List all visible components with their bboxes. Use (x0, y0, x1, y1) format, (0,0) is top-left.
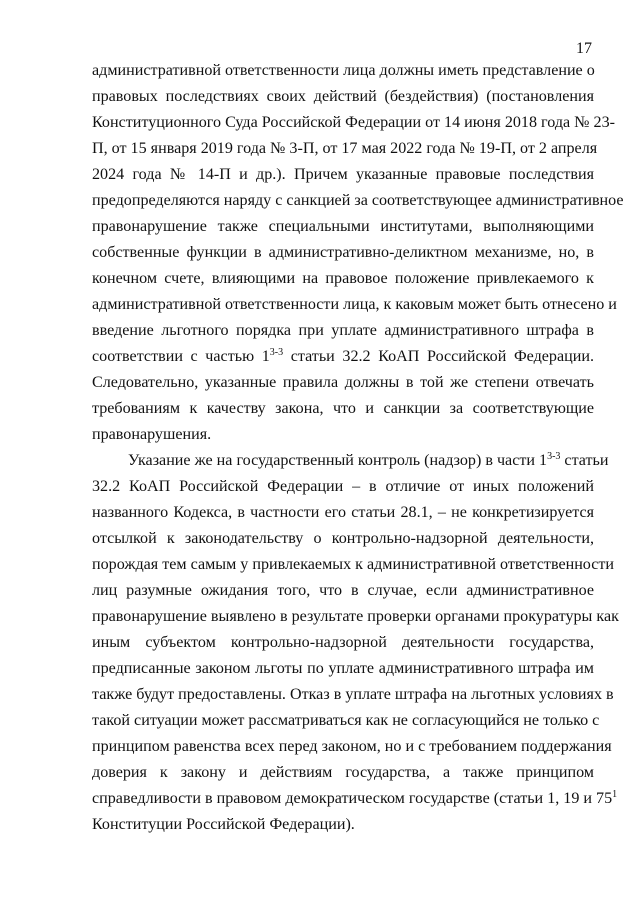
text-line: лиц разумные ожидания того, что в случае, если административное (92, 582, 594, 599)
text-line: Следовательно, указанные правила должны в той же степени отвечать (92, 374, 594, 391)
text-line: Конституционного Суда Российской Федерации от 14 июня 2018 года № 23- (92, 114, 616, 131)
paragraph-2 (92, 448, 619, 838)
text-line (92, 344, 594, 370)
text-line: также будут предоставлены. Отказ в уплате штрафа на льготных условиях в (92, 686, 614, 703)
text-line: предписанные законом льготы по уплате административного штрафа им (92, 660, 594, 677)
text-line: введение льготного порядка при уплате административного штрафа в (92, 322, 594, 339)
text-segment: статьи 32.2 КоАП Российской Федерации. (283, 348, 594, 365)
superscript: 3-3 (269, 347, 284, 358)
text-line: административной ответственности лица должны иметь представление о (92, 62, 595, 79)
text-line: 32.2 КоАП Российской Федерации – в отличие от иных положений (92, 478, 594, 495)
text-line: отсылкой к законодательству о контрольно-надзорной деятельности, (92, 530, 594, 547)
text-line: названного Кодекса, в частности его статьи 28.1, – не конкретизируется (92, 504, 594, 521)
text-line: Конституции Российской Федерации). (92, 816, 355, 833)
text-line: предопределяются наряду с санкцией за соответствующее административное (92, 192, 624, 209)
text-line: 2024 года № 14-П и др.). Причем указанные правовые последствия (92, 166, 594, 183)
text-line (92, 786, 618, 812)
text-line (92, 448, 609, 474)
superscript: 1 (612, 789, 618, 800)
page-number: 17 (576, 40, 592, 57)
text-line: собственные функции в административно-деликтном механизме, но, в (92, 244, 594, 261)
text-line: правонарушения. (92, 426, 212, 443)
text-segment: соответствии с частью 1 (92, 348, 270, 365)
text-line: иным субъектом контрольно-надзорной деятельности государства, (92, 634, 594, 651)
superscript: 3-3 (547, 451, 561, 462)
text-segment: статьи (560, 452, 609, 469)
text-line: принципом равенства всех перед законом, но и с требованием поддержания (92, 738, 612, 755)
text-line: административной ответственности лица, к каковым может быть отнесено и (92, 296, 617, 313)
text-line: правовых последствиях своих действий (бездействия) (постановления (92, 88, 594, 105)
text-line: конечном счете, влияющими на правовое положение привлекаемого к (92, 270, 594, 287)
text-line: такой ситуации может рассматриваться как не согласующийся не только с (92, 712, 600, 729)
text-line: правонарушение выявлено в результате проверки органами прокуратуры как (92, 608, 619, 625)
text-line: доверия к закону и действиям государства, а также принципом (92, 764, 594, 781)
text-segment: справедливости в правовом демократическом государстве (статьи 1, 19 и 75 (92, 790, 613, 807)
text-line: правонарушение также специальными институтами, выполняющими (92, 218, 594, 235)
text-line: порождая тем самым у привлекаемых к административной ответственности (92, 556, 615, 573)
text-segment: Указание же на государственный контроль (надзор) в части 1 (128, 452, 548, 469)
text-line: П, от 15 января 2019 года № 3-П, от 17 мая 2022 года № 19-П, от 2 апреля (92, 140, 598, 157)
document-body (92, 58, 624, 838)
text-line: требованиям к качеству закона, что и санкции за соответствующие (92, 400, 594, 417)
paragraph-1 (92, 58, 624, 448)
